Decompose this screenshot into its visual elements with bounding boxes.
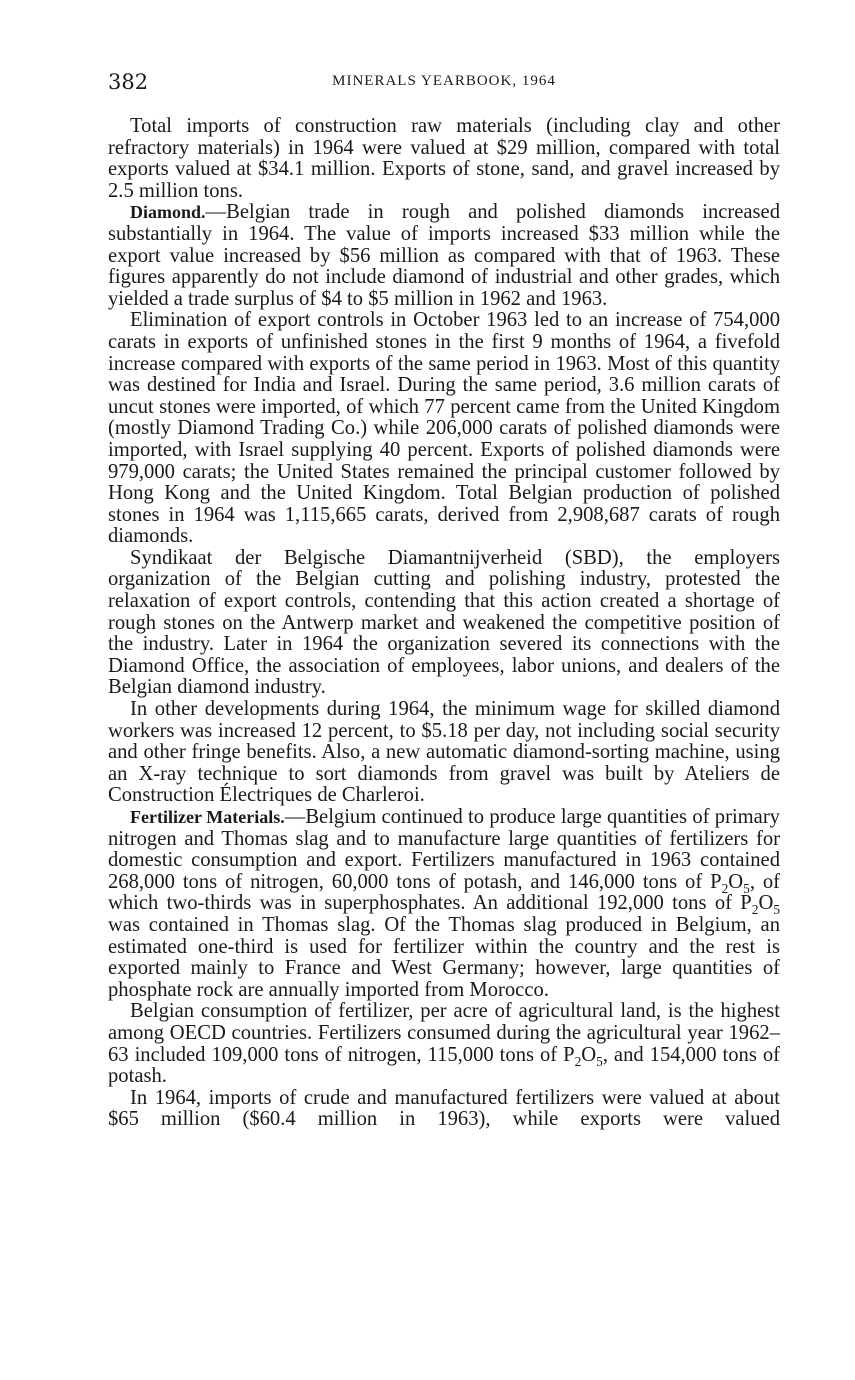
- paragraph-text: was contained in Thomas slag. Of the Thomas slag produced in Belgium, an estimated one-third is used for fertilizer within the country and the rest is exported mainly to France and West Germany; however, large quantities of phosphate rock are annually imported from Morocco.: [108, 913, 780, 1001]
- paragraph: Elimination of export controls in October 1963 led to an increase of 754,000 carats in exports of unfinished stones in the first 9 months of 1964, a fivefold increase compared with exports of the same period in 1963. Most of this quantity was destined for India and Israel. During the same period, 3.6 million carats of uncut stones were imported, of which 77 percent came from the United Kingdom (mostly Diamond Trading Co.) while 206,000 carats of polished diamonds were imported, with Israel supplying 40 percent. Exports of polished diamonds were 979,000 carats; the United States remained the principal customer followed by Hong Kong and the United Kingdom. Total Belgian production of polished stones in 1964 was 1,115,665 carats, derived from 2,908,687 carats of rough diamonds.: [108, 309, 780, 548]
- paragraph: In 1964, imports of crude and manufactured fertilizers were valued at about $65 million ($60.4 million in 1963), while exports were valued: [108, 1086, 780, 1131]
- formula-letter: O: [758, 892, 774, 915]
- subscript: 2: [721, 880, 729, 896]
- formula-letter: O: [728, 870, 744, 893]
- formula-letter: O: [581, 1043, 597, 1066]
- page-header: [108, 70, 780, 96]
- subscript: 2: [751, 902, 759, 918]
- paragraph-text: , of which two-thirds was in superphosphates. An additional 192,000 tons of P: [108, 870, 781, 915]
- section-heading-fertilizer: Fertilizer Materials.: [130, 807, 285, 827]
- subscript: 5: [743, 880, 750, 896]
- paragraph-text: —Belgian trade in rough and polished diamonds increased substantially in 1964. The value of imports increased $33 million while the export value increased by $56 million as compared with that of 1963. These figures apparently do not include diamond of industrial and other grades, which yielded a trade surplus of $4 to $5 million in 1962 and 1963.: [108, 201, 780, 310]
- paragraph: [108, 1001, 780, 1087]
- paragraph-text: Belgian consumption of fertilizer, per acre of agricultural land, is the highest among OECD countries. Fertilizers consumed during the agricultural year 1962–63 included 109,000 tons of nitrogen, 115,000 tons of P: [108, 1000, 780, 1066]
- paragraph: Total imports of construction raw materials (including clay and other refractory materials) in 1964 were valued at $29 million, compared with total exports valued at $34.1 million. Exports of stone, sand, and gravel increased by 2.5 million tons.: [108, 115, 780, 202]
- body-text: [108, 116, 780, 1131]
- paragraph-text: , and 154,000 tons of potash.: [108, 1043, 781, 1088]
- subscript: 2: [574, 1053, 582, 1069]
- subscript: 5: [596, 1053, 603, 1069]
- page-number: 382: [108, 70, 149, 94]
- running-title: MINERALS YEARBOOK, 1964: [332, 73, 556, 89]
- subscript: 5: [773, 902, 780, 918]
- paragraph-diamond: [108, 202, 780, 310]
- paragraph: Syndikaat der Belgische Diamantnijverheid (SBD), the employers organization of the Belgian cutting and polishing industry, protested the relaxation of export controls, contending that this action created a shortage of rough stones on the Antwerp market and weakened the competitive position of the industry. Later in 1964 the organization severed its connections with the Diamond Office, the association of employees, labor unions, and dealers of the Belgian diamond industry.: [108, 546, 780, 699]
- section-heading-diamond: Diamond.: [130, 202, 206, 223]
- paragraph-fertilizer: [108, 807, 780, 1001]
- paragraph: In other developments during 1964, the minimum wage for skilled diamond workers was increased 12 percent, to $5.18 per day, not including social security and other fringe benefits. Also, a new automatic diamond-sorting machine, using an X-ray technique to sort diamonds from gravel was built by Ateliers de Construction Électriques de Charleroi.: [108, 698, 780, 807]
- paragraph-text: —Belgium continued to produce large quantities of primary nitrogen and Thomas slag and to manufacture large quantities of fertilizers for domestic consumption and export. Fertilizers manufactured in 1963 contained 268,000 tons of nitrogen, 60,000 tons of potash, and 146,000 tons of P: [108, 806, 780, 893]
